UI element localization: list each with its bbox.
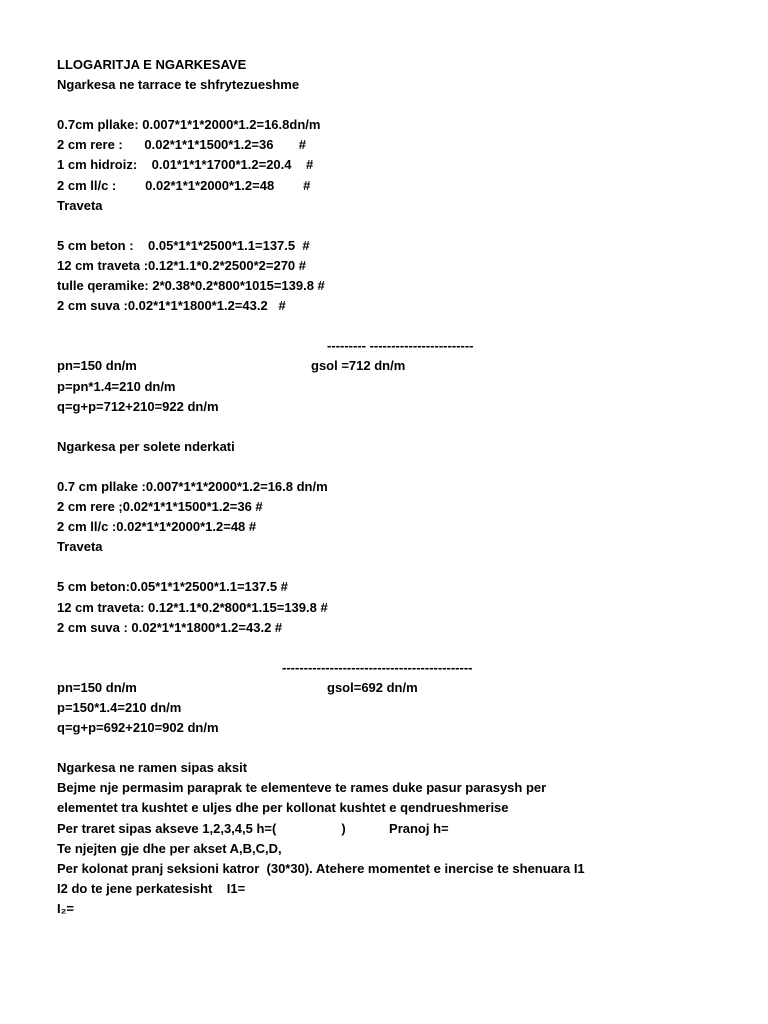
separator: --------------------------------------------	[282, 659, 473, 675]
spacer	[57, 557, 737, 577]
traveta-line: 12 cm traveta: 0.12*1.1*0.2*800*1.15=139.8 #	[57, 599, 328, 615]
traveta-line: tulle qeramike: 2*0.38*0.2*800*1015=139.8 #	[57, 278, 325, 294]
traveta-line: 5 cm beton : 0.05*1*1*2500*1.1=137.5 #	[57, 237, 310, 253]
paragraph-line: Bejme nje permasim paraprak te elementeve te rames duke pasur parasysh per	[57, 780, 547, 796]
spacer	[57, 457, 737, 477]
result-line: p=150*1.4=210 dn/m	[57, 700, 182, 715]
result-line: pn=150 dn/m	[57, 358, 137, 374]
traveta-line: 2 cm suva : 0.02*1*1*1800*1.2=43.2 #	[57, 619, 283, 635]
load-line: 0.7cm pllake: 0.007*1*1*2000*1.2=16.8dn/m	[57, 117, 321, 133]
traveta-label: Traveta	[57, 539, 103, 555]
load-line: 0.7 cm pllake :0.007*1*1*2000*1.2=16.8 dn/m	[57, 478, 328, 494]
load-line: 2 cm ll/c :0.02*1*1*2000*1.2=48 #	[57, 519, 257, 535]
result-line: p=pn*1.4=210 dn/m	[57, 378, 176, 394]
spacer	[57, 738, 737, 758]
gsol-total: gsol=692 dn/m	[327, 679, 418, 695]
paragraph-line: Te njejten gje dhe per akset A,B,C,D,	[57, 840, 282, 856]
load-line: 2 cm rere : 0.02*1*1*1500*1.2=36 #	[57, 137, 306, 153]
separator: --------- ------------------------	[327, 338, 474, 354]
traveta-line: 12 cm traveta :0.12*1.1*0.2*2500*2=270 #	[57, 257, 307, 273]
section1-heading: Ngarkesa ne tarrace te shfrytezueshme	[57, 77, 300, 93]
load-line: 2 cm ll/c : 0.02*1*1*2000*1.2=48 #	[57, 177, 311, 193]
paragraph-line: Per kolonat pranj seksioni katror (30*30). Atehere momentet e inercise te shenuara I1	[57, 860, 585, 876]
load-line: 2 cm rere ;0.02*1*1*1500*1.2=36 #	[57, 499, 263, 515]
separator-row	[57, 316, 737, 354]
spacer	[57, 216, 737, 236]
document-title: LLOGARITJA E NGARKESAVE	[57, 57, 247, 72]
traveta-label: Traveta	[57, 197, 103, 213]
load-line: 1 cm hidroiz: 0.01*1*1*1700*1.2=20.4 #	[57, 157, 314, 173]
paragraph-line: elementet tra kushtet e uljes dhe per kollonat kushtet e qendrueshmerise	[57, 800, 509, 816]
traveta-line: 2 cm suva :0.02*1*1*1800*1.2=43.2 #	[57, 298, 286, 314]
traveta-line: 5 cm beton:0.05*1*1*2500*1.1=137.5 #	[57, 579, 288, 595]
result-line: q=g+p=692+210=902 dn/m	[57, 720, 219, 736]
section2-heading: Ngarkesa per solete nderkati	[57, 438, 235, 454]
paragraph-line: I₂=	[57, 900, 74, 916]
result-line: q=g+p=712+210=922 dn/m	[57, 398, 219, 414]
spacer	[57, 417, 737, 437]
result-line: pn=150 dn/m	[57, 679, 137, 695]
paragraph-line: I2 do te jene perkatesisht I1=	[57, 880, 246, 896]
separator-row	[57, 638, 737, 675]
gsol-total: gsol =712 dn/m	[311, 358, 406, 374]
section3-heading: Ngarkesa ne ramen sipas aksit	[57, 760, 248, 776]
spacer	[57, 95, 737, 115]
paragraph-line: Per traret sipas akseve 1,2,3,4,5 h=( ) Pranoj h=	[57, 820, 449, 836]
document-body	[57, 55, 737, 919]
